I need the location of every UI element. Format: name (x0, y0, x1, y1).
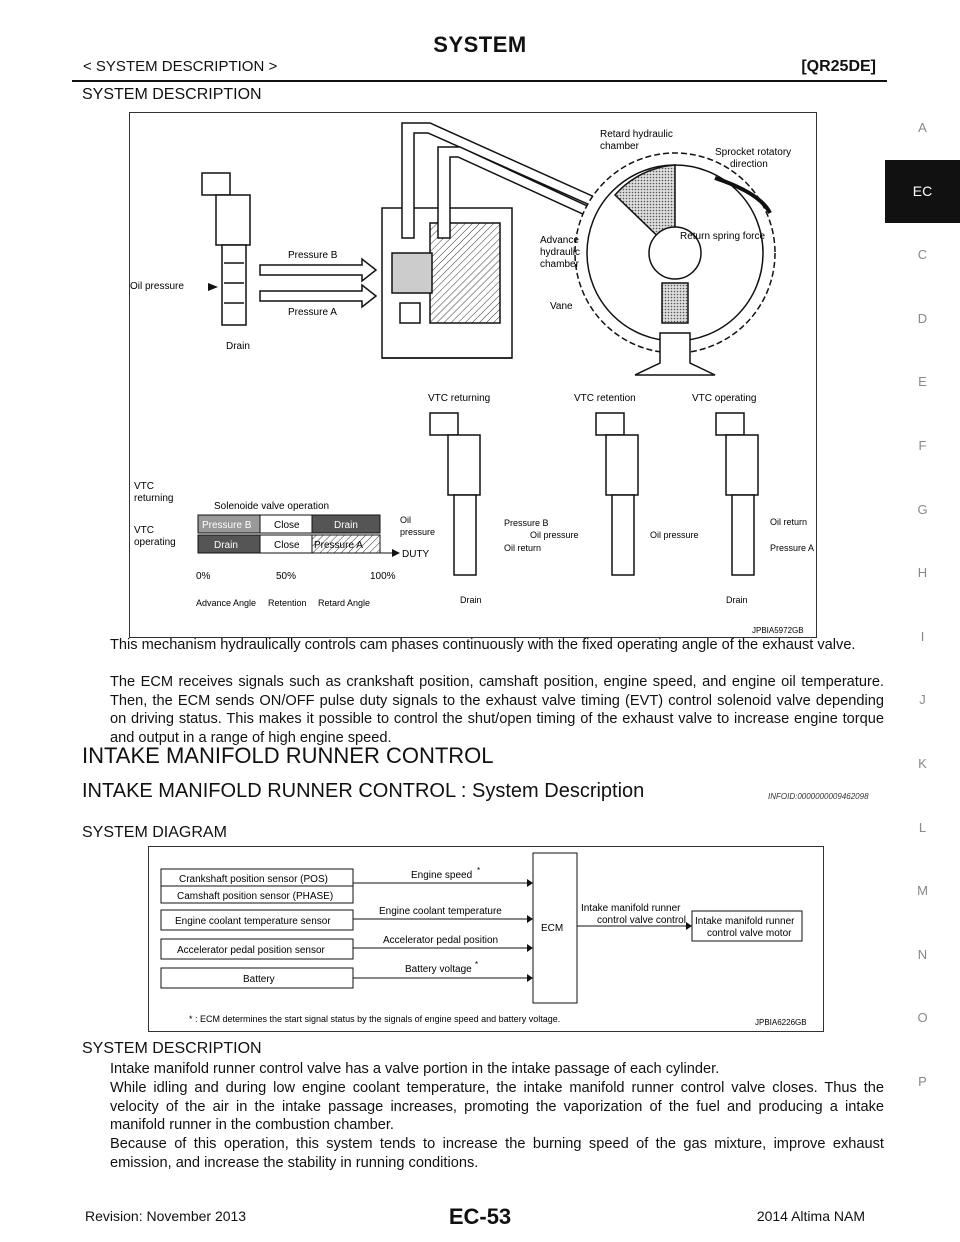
tab-h[interactable]: H (917, 565, 928, 581)
tab-f[interactable]: F (918, 437, 927, 453)
section-tabs (885, 96, 960, 1114)
svg-text:VTC retention: VTC retention (574, 393, 636, 404)
tab-c[interactable]: C (917, 247, 928, 263)
diagram-heading: SYSTEM DIAGRAM (82, 824, 227, 841)
output-label: Intake manifold runner (695, 916, 795, 927)
svg-text:0%: 0% (196, 571, 211, 582)
svg-text:Vane: Vane (550, 301, 573, 312)
paragraph-5: Because of this operation, this system tends to increase the burning speed of the gas mixture, improve exhaust emission, and increase the stability in running conditions. (110, 1136, 884, 1171)
ecm-label: ECM (541, 923, 564, 934)
diagram-figure-code: JPBIA6226GB (755, 1018, 807, 1027)
system-diagram (148, 846, 824, 1032)
paragraph-1: This mechanism hydraulically controls cam phases continuously with the fixed operating angle of the exhaust valve. (110, 637, 856, 653)
svg-text:control valve motor: control valve motor (707, 928, 792, 939)
svg-text:operating: operating (134, 537, 176, 548)
tab-m[interactable]: M (917, 883, 928, 899)
svg-text:Drain: Drain (214, 540, 238, 551)
engine-code: [QR25DE] (801, 58, 876, 75)
description-heading: SYSTEM DESCRIPTION (82, 1040, 262, 1057)
input-accelerator: Accelerator pedal position sensor (177, 945, 325, 956)
svg-text:VTC operating: VTC operating (692, 393, 757, 404)
svg-text:Oil: Oil (400, 515, 411, 525)
sprocket (575, 153, 775, 375)
svg-text:Oil return: Oil return (504, 543, 542, 553)
paragraph-3: Intake manifold runner control valve has a valve portion in the intake passage of each cylinder. (110, 1061, 720, 1077)
revision-date: Revision: November 2013 (85, 1208, 247, 1224)
svg-text:Oil return: Oil return (770, 517, 808, 527)
svg-text:Drain: Drain (726, 595, 748, 605)
signal-battery-voltage: Battery voltage (405, 964, 472, 975)
svg-text:*: * (475, 960, 479, 969)
svg-text:returning: returning (134, 493, 174, 504)
solenoid-returning (430, 413, 480, 575)
svg-text:Advance: Advance (540, 235, 579, 246)
svg-text:Pressure B: Pressure B (202, 520, 252, 531)
svg-text:direction: direction (730, 159, 768, 170)
svg-text:Close: Close (274, 520, 300, 531)
tab-ec[interactable]: EC (885, 160, 960, 224)
svg-text:Oil pressure: Oil pressure (530, 530, 579, 540)
svg-text:*: * (477, 866, 481, 875)
tab-d[interactable]: D (917, 310, 928, 326)
svg-text:Retard Angle: Retard Angle (318, 598, 371, 608)
svg-text:50%: 50% (276, 571, 297, 582)
signal-coolant: Engine coolant temperature (379, 906, 502, 917)
tab-i[interactable]: I (920, 628, 925, 644)
svg-text:Pressure B: Pressure B (288, 250, 338, 261)
svg-text:Drain: Drain (460, 595, 482, 605)
solenoid-operating (716, 413, 758, 575)
paragraph-4: While idling and during low engine coolant temperature, the intake manifold runner control valve closes. Thus the velocity of the air in the intake passage increases, promoting the vaporization of the fuel and producing a intake manifold runner in the combustion chamber. (110, 1080, 884, 1133)
subsection-heading: INTAKE MANIFOLD RUNNER CONTROL : System Description (82, 780, 645, 802)
signal-engine-speed: Engine speed (411, 870, 473, 881)
signal-accelerator: Accelerator pedal position (383, 935, 499, 946)
svg-text:control valve control: control valve control (597, 915, 686, 926)
info-id: INFOID:0000000009462098 (768, 792, 869, 801)
svg-text:chamber: chamber (600, 141, 639, 152)
solenoid-retention (596, 413, 638, 575)
breadcrumb: < SYSTEM DESCRIPTION > (83, 58, 278, 75)
tab-g[interactable]: G (917, 501, 928, 517)
svg-text:Pressure A: Pressure A (288, 307, 337, 318)
svg-text:Retard hydraulic: Retard hydraulic (600, 129, 673, 140)
svg-text:Close: Close (274, 540, 300, 551)
svg-text:VTC returning: VTC returning (428, 393, 491, 404)
svg-text:Pressure A: Pressure A (314, 540, 363, 551)
svg-text:hydraulic: hydraulic (540, 247, 581, 258)
svg-text:100%: 100% (370, 571, 396, 582)
svg-text:Pressure A: Pressure A (770, 543, 815, 553)
input-crankshaft: Crankshaft position sensor (POS) (179, 874, 328, 885)
system-diagram-svg (149, 847, 823, 1031)
input-camshaft: Camshaft position sensor (PHASE) (177, 891, 334, 902)
svg-text:chamber: chamber (540, 259, 579, 270)
input-coolant: Engine coolant temperature sensor (175, 916, 331, 927)
label-oil-pressure: Oil pressure (130, 281, 184, 292)
tab-e[interactable]: E (918, 374, 927, 390)
svg-text:VTC: VTC (134, 525, 154, 536)
vtc-illustration (130, 113, 816, 637)
svg-text:Intake manifold runner: Intake manifold runner (581, 903, 681, 914)
header-rule (72, 80, 887, 82)
paragraph-2: The ECM receives signals such as crankshaft position, camshaft position, engine speed, and engine oil temperature. Then, the ECM sends ON/OFF pulse duty signals to the exhaust valve timing (EVT) control solenoid valve depending on driving status. This makes it possible to control the shut/open timing of the exhaust valve to increase engine torque and output in a range of high engine speed. (110, 674, 884, 746)
tab-k[interactable]: K (918, 755, 927, 771)
tab-l[interactable]: L (918, 819, 927, 835)
tab-a[interactable]: A (918, 120, 927, 135)
figure-code: JPBIA5972GB (752, 626, 804, 635)
section-heading: SYSTEM DESCRIPTION (82, 86, 262, 103)
section-2-heading: INTAKE MANIFOLD RUNNER CONTROL (82, 743, 494, 768)
svg-text:Sprocket rotatory: Sprocket rotatory (715, 147, 792, 158)
diagram-footnote: * : ECM determines the start signal status by the signals of engine speed and battery voltage. (189, 1014, 561, 1024)
tab-o[interactable]: O (917, 1010, 928, 1026)
page-number: EC-53 (448, 1204, 512, 1229)
tab-n[interactable]: N (917, 946, 928, 962)
label-drain: Drain (226, 341, 250, 352)
svg-text:Oil pressure: Oil pressure (650, 530, 699, 540)
svg-text:Drain: Drain (334, 520, 358, 531)
svg-text:Pressure B: Pressure B (504, 518, 549, 528)
svg-text:Retention: Retention (268, 598, 307, 608)
page-title: SYSTEM (433, 32, 527, 57)
tab-p[interactable]: P (918, 1073, 927, 1089)
svg-text:VTC: VTC (134, 481, 154, 492)
svg-text:DUTY: DUTY (402, 549, 430, 560)
svg-text:Advance Angle: Advance Angle (196, 598, 257, 608)
vtc-figure (129, 112, 817, 638)
tab-j[interactable]: J (919, 692, 926, 708)
solenoid-valve (202, 173, 250, 325)
svg-text:pressure: pressure (400, 527, 436, 537)
model-year: 2014 Altima NAM (756, 1208, 865, 1224)
input-battery: Battery (243, 974, 275, 985)
svg-text:Return spring force: Return spring force (680, 231, 766, 242)
svg-text:Solenoide valve operation: Solenoide valve operation (214, 501, 330, 512)
